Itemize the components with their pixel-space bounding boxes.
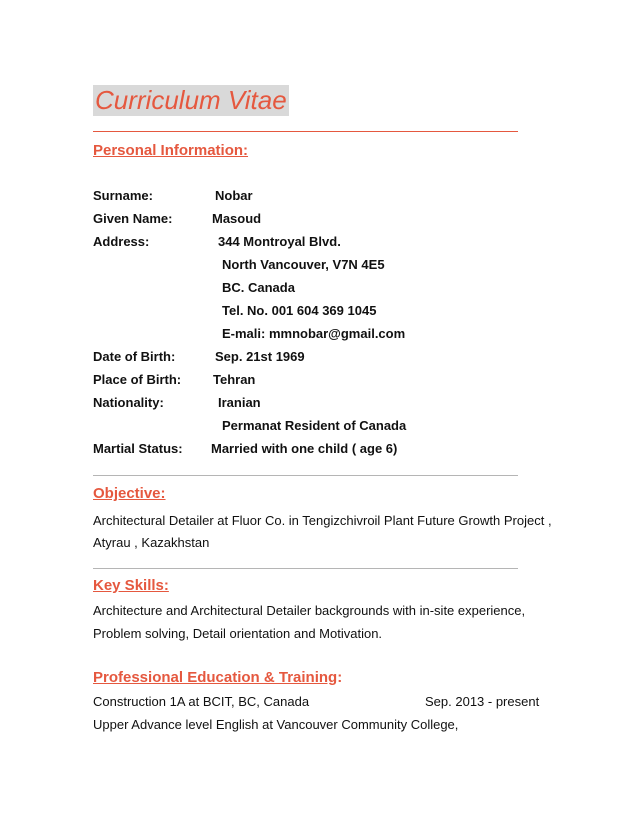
education-entry-2: Upper Advance level English at Vancouver Community College, <box>93 717 459 732</box>
dob-value: Sep. 21st 1969 <box>215 349 305 364</box>
address-line-2: North Vancouver, V7N 4E5 <box>222 257 385 272</box>
address-phone: Tel. No. 001 604 369 1045 <box>222 303 377 318</box>
skills-line-2: Problem solving, Detail orientation and Motivation. <box>93 626 383 641</box>
objective-line-2: Atyrau , Kazakhstan <box>93 535 210 550</box>
nationality-value: Iranian <box>218 395 261 410</box>
pob-label: Place of Birth: <box>93 372 182 387</box>
address-label: Address: <box>93 234 150 249</box>
address-line-1: 344 Montroyal Blvd. <box>218 234 341 249</box>
address-line-3: BC. Canada <box>222 280 295 295</box>
education-entry-1-date: Sep. 2013 - present <box>425 694 540 709</box>
skills-line-1: Architecture and Architectural Detailer backgrounds with in-site experience, <box>93 603 526 618</box>
objective-heading: Objective: <box>93 485 166 502</box>
marital-status-value: Married with one child ( age 6) <box>211 441 398 456</box>
surname-label: Surname: <box>93 188 153 203</box>
section-divider <box>93 475 518 476</box>
education-entry-1: Construction 1A at BCIT, BC, Canada <box>93 694 310 709</box>
document-title: Curriculum Vitae <box>95 85 287 115</box>
nationality-label: Nationality: <box>93 395 164 410</box>
education-heading <box>93 669 342 686</box>
title-divider <box>93 131 518 132</box>
given-name-label: Given Name: <box>93 211 173 226</box>
pob-value: Tehran <box>213 372 256 387</box>
section-divider <box>93 568 518 569</box>
key-skills-heading: Key Skills: <box>93 577 169 594</box>
personal-info-heading: Personal Information: <box>93 142 249 159</box>
education-heading-colon: : <box>337 669 343 686</box>
surname-value: Nobar <box>215 188 253 203</box>
education-heading-text: Professional Education & Training <box>93 669 338 686</box>
marital-status-label: Martial Status: <box>93 441 183 456</box>
given-name-value: Masoud <box>212 211 262 226</box>
dob-label: Date of Birth: <box>93 349 176 364</box>
residency-value: Permanat Resident of Canada <box>222 418 407 433</box>
address-email: E-mali: mmnobar@gmail.com <box>222 326 406 341</box>
objective-line-1: Architectural Detailer at Fluor Co. in Tengizchivroil Plant Future Growth Project , <box>93 513 552 528</box>
